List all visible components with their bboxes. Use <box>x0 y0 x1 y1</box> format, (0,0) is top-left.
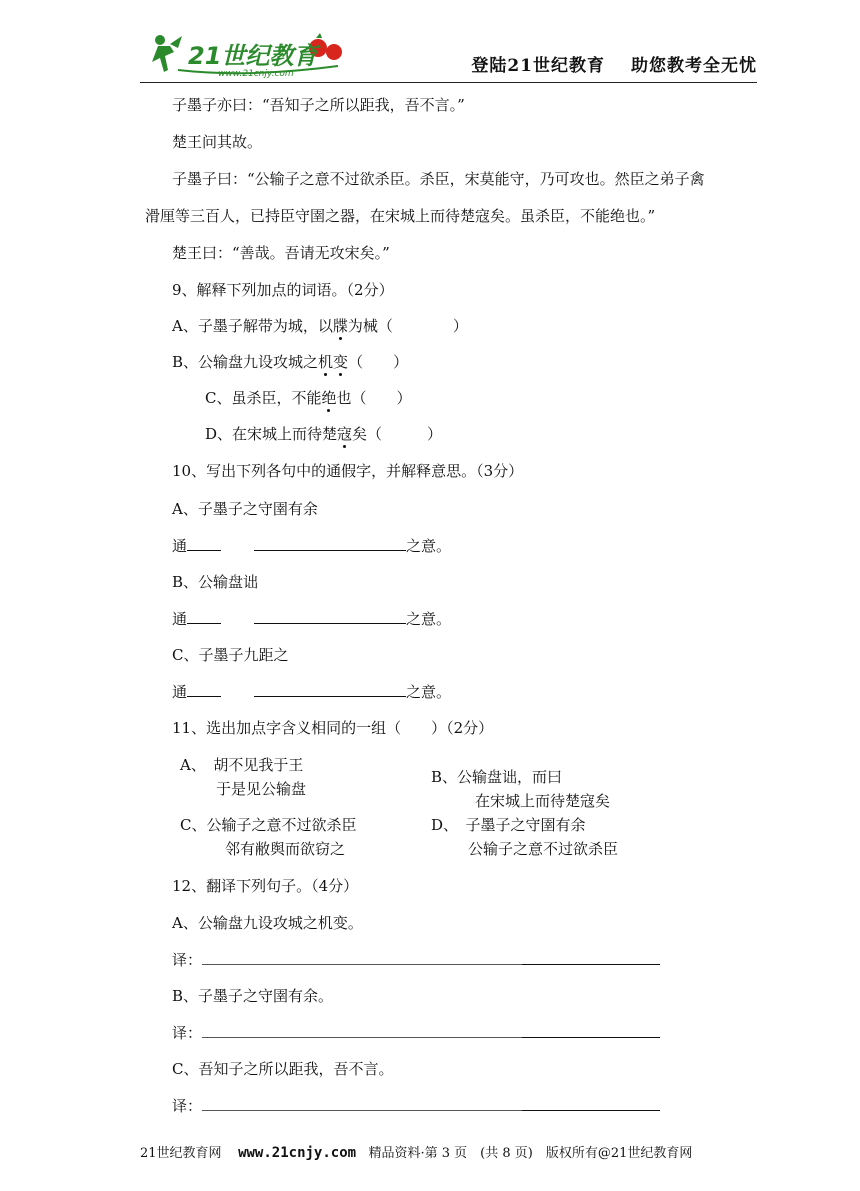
option-d-line2: 公输子之意不过欲杀臣 <box>468 840 619 858</box>
answer-line <box>172 681 451 702</box>
question-9-title: 9、解释下列加点的词语。（2分） <box>172 281 394 299</box>
question-10-a: A、子墨子之守圉有余 <box>172 500 318 518</box>
meaning-suffix: 之意。 <box>406 683 452 701</box>
question-12-c: C、吾知子之所以距我，吾不言。 <box>172 1060 394 1078</box>
q9-c-text: C、虽杀臣，不能 <box>205 389 322 407</box>
translation-line <box>172 1022 660 1043</box>
header-divider <box>140 82 757 83</box>
meaning-blank[interactable] <box>254 609 406 624</box>
logo-text: 21世纪教育 <box>188 42 318 70</box>
option-b-line1: B、公输盘诎，而曰 <box>431 768 563 786</box>
page-header <box>140 30 757 82</box>
translation-line <box>172 949 660 970</box>
passage-line: 楚王曰：“善哉。吾请无攻宋矣。” <box>172 244 390 262</box>
passage-line: 子墨子亦曰：“吾知子之所以距我，吾不言。” <box>172 96 465 114</box>
q9-c-blank: 也（ ） <box>336 389 412 407</box>
translation-blank[interactable] <box>202 950 522 965</box>
tong-label: 通 <box>172 683 188 701</box>
passage-line: 滑厘等三百人，已持臣守圉之器，在宋城上而待楚寇矣。虽杀臣，不能绝也。” <box>145 207 656 225</box>
footer-page-info: 精品资料·第 3 页 (共 8 页) 版权所有@21世纪教育网 <box>368 1146 693 1161</box>
option-a-line1: A、 胡不见我于王 <box>180 756 304 774</box>
footer-site: 21世纪教育网 <box>140 1146 222 1161</box>
slogan-right: 助您教考全无忧 <box>631 56 757 76</box>
q9-b-text: B、公输盘九设攻城之 <box>172 353 319 371</box>
option-d-line1: D、 子墨子之守圉有余 <box>431 816 586 834</box>
q9-b-dotted: 机 <box>318 353 334 371</box>
q9-d-dotted: 寇 <box>337 425 353 443</box>
site-logo <box>148 30 348 80</box>
yi-label: 译： <box>172 951 203 969</box>
slogan-left: 登陆21世纪教育 <box>471 56 605 76</box>
answer-line <box>172 608 451 629</box>
q9-c-dotted: 绝 <box>321 389 337 407</box>
option-c-line2: 邻有敝舆而欲窃之 <box>225 840 346 858</box>
question-10-b: B、公输盘诎 <box>172 573 259 591</box>
tong-label: 通 <box>172 537 188 555</box>
question-12-b: B、子墨子之守圉有余。 <box>172 987 334 1005</box>
meaning-suffix: 之意。 <box>406 610 452 628</box>
tong-blank[interactable] <box>187 609 221 624</box>
translation-blank-end[interactable] <box>522 1096 660 1111</box>
logo-url: www.21cnjy.com <box>218 69 294 79</box>
question-12-a: A、公输盘九设攻城之机变。 <box>172 914 363 932</box>
translation-blank-end[interactable] <box>522 1023 660 1038</box>
q9-d-text: D、在宋城上而待楚 <box>205 425 338 443</box>
yi-label: 译： <box>172 1097 203 1115</box>
option-b-line2: 在宋城上而待楚寇矣 <box>475 792 611 810</box>
q9-b-blank: （ ） <box>348 353 409 371</box>
meaning-suffix: 之意。 <box>406 537 452 555</box>
question-10-c: C、子墨子九距之 <box>172 646 289 664</box>
option-a-line2: 于是见公输盘 <box>216 780 307 798</box>
translation-blank[interactable] <box>202 1096 522 1111</box>
tong-blank[interactable] <box>187 536 221 551</box>
yi-label: 译： <box>172 1024 203 1042</box>
translation-line <box>172 1095 660 1116</box>
answer-line <box>172 535 451 556</box>
q9-d-blank: 矣（ ） <box>352 425 443 443</box>
tong-blank[interactable] <box>187 682 221 697</box>
q9-a-text: A、子墨子解带为城，以 <box>172 317 333 335</box>
q9-b-dotted: 变 <box>333 353 349 371</box>
q9-a-blank: 为械（ ） <box>347 317 468 335</box>
question-12-title: 12、翻译下列句子。（4分） <box>172 877 359 895</box>
translation-blank[interactable] <box>202 1023 522 1038</box>
question-9-d <box>205 423 442 444</box>
meaning-blank[interactable] <box>254 682 406 697</box>
translation-blank-end[interactable] <box>522 950 660 965</box>
footer-url[interactable]: www.21cnjy.com <box>238 1145 357 1161</box>
question-10-title: 10、写出下列各句中的通假字，并解释意思。（3分） <box>172 462 524 480</box>
meaning-blank[interactable] <box>254 536 406 551</box>
option-c-line1: C、公输子之意不过欲杀臣 <box>180 816 357 834</box>
question-11-title: 11、选出加点字含义相同的一组（ ）（2分） <box>172 719 494 737</box>
passage-line: 子墨子曰：“公输子之意不过欲杀臣。杀臣，宋莫能守，乃可攻也。然臣之弟子禽 <box>172 170 705 188</box>
question-9-a <box>172 315 468 336</box>
page-footer <box>140 1142 757 1161</box>
passage-line: 楚王问其故。 <box>172 133 263 151</box>
header-slogan <box>471 51 757 76</box>
tong-label: 通 <box>172 610 188 628</box>
logo-graphic <box>148 30 348 80</box>
question-9-c <box>205 387 412 408</box>
q9-a-dotted: 牒 <box>332 317 348 335</box>
question-9-b <box>172 351 408 372</box>
